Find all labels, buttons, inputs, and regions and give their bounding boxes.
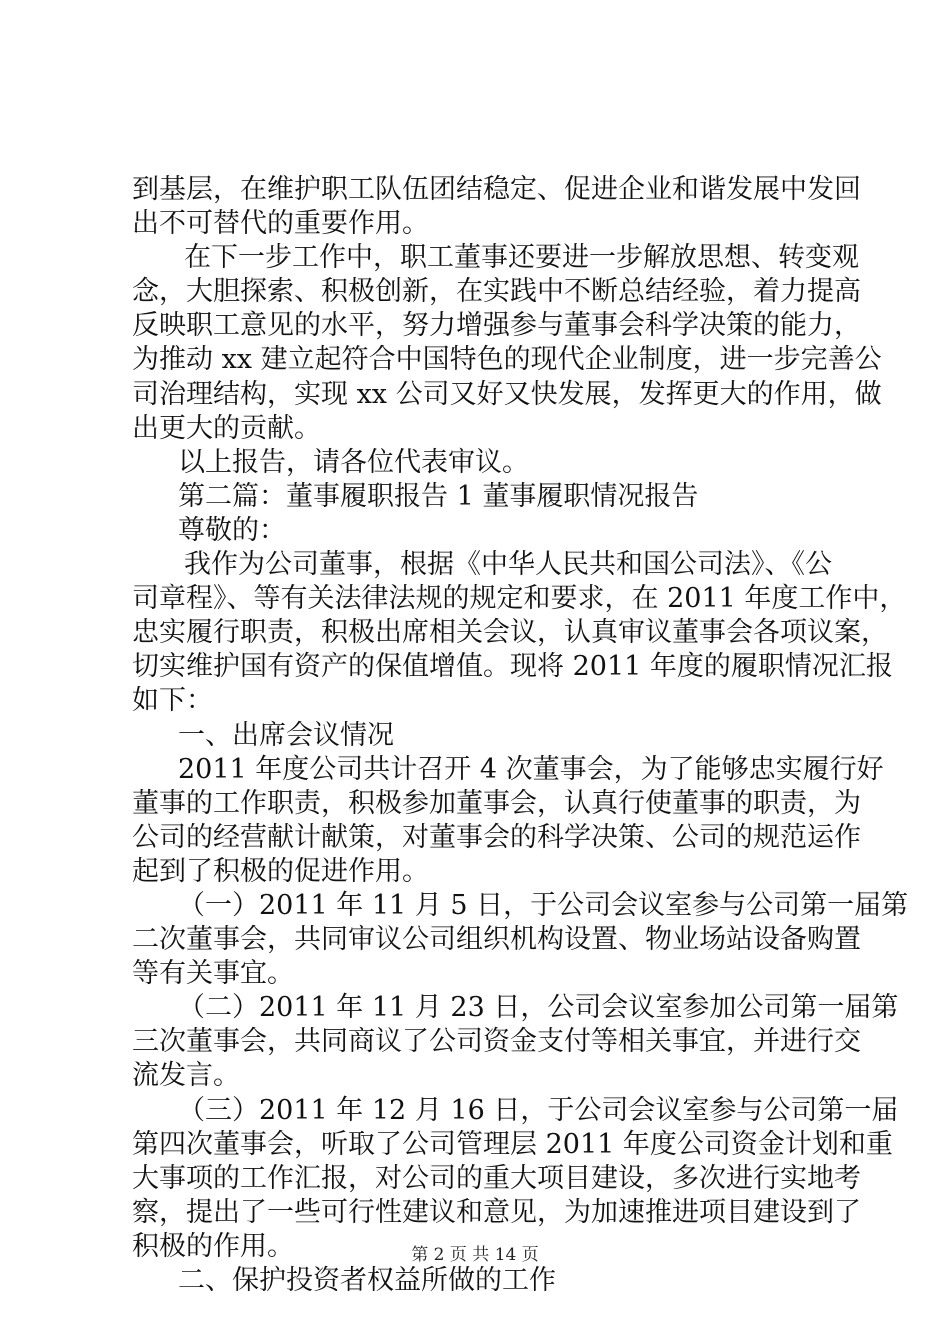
text-line: 出不可替代的重要作用。 bbox=[132, 208, 429, 240]
list-item-line: （一）2011 年 11 月 5 日，于公司会议室参与公司第一届第 bbox=[178, 889, 909, 921]
text-line: 切实维护国有资产的保值增值。现将 2011 年度的履职情况汇报 bbox=[132, 651, 893, 683]
text-line: 出更大的贡献。 bbox=[132, 412, 321, 444]
text-line: 察，提出了一些可行性建议和意见，为加速推进项目建设到了 bbox=[132, 1196, 861, 1228]
subsection-heading: 一、出席会议情况 bbox=[178, 719, 394, 751]
text-line: 董事的工作职责，积极参加董事会，认真行使董事的职责，为 bbox=[132, 787, 861, 819]
section-heading: 第二篇：董事履职报告 1 董事履职情况报告 bbox=[178, 480, 699, 512]
text-line: 忠实履行职责，积极出席相关会议，认真审议董事会各项议案， bbox=[132, 617, 888, 649]
text-line: 三次董事会，共同商议了公司资金支付等相关事宜，并进行交 bbox=[132, 1026, 861, 1058]
text-line: 到基层，在维护职工队伍团结稳定、促进企业和谐发展中发回 bbox=[132, 174, 861, 205]
text-line: 公司的经营献计献策，对董事会的科学决策、公司的规范运作 bbox=[132, 821, 861, 853]
text-line: 念，大胆探索、积极创新，在实践中不断总结经验，着力提高 bbox=[132, 276, 861, 308]
document-body bbox=[132, 173, 909, 1298]
text-line: 为推动 xx 建立起符合中国特色的现代企业制度，进一步完善公 bbox=[132, 344, 882, 376]
paragraph-start-line: 以上报告，请各位代表审议。 bbox=[178, 446, 529, 478]
text-line: 如下： bbox=[132, 685, 213, 717]
page-number-footer: 第 2 页 共 14 页 bbox=[411, 1245, 539, 1265]
list-item-line: （二）2011 年 11 月 23 日，公司会议室参加公司第一届第 bbox=[178, 992, 899, 1024]
text-line: 司章程》、等有关法律法规的规定和要求，在 2011 年度工作中， bbox=[132, 583, 907, 615]
text-line: 反映职工意见的水平，努力增强参与董事会科学决策的能力， bbox=[132, 310, 861, 342]
text-line: 司治理结构，实现 xx 公司又好又快发展，发挥更大的作用，做 bbox=[132, 378, 882, 410]
text-line: 二次董事会，共同审议公司组织机构设置、物业场站设备购置 bbox=[132, 924, 861, 956]
text-line: 流发言。 bbox=[132, 1060, 240, 1092]
text-line: 大事项的工作汇报，对公司的重大项目建设，多次进行实地考 bbox=[132, 1162, 861, 1194]
paragraph-start-line: 在下一步工作中，职工董事还要进一步解放思想、转变观 bbox=[184, 242, 859, 274]
paragraph-start-line: 2011 年度公司共计召开 4 次董事会，为了能够忠实履行好 bbox=[178, 753, 884, 785]
list-item-line: （三）2011 年 12 月 16 日，于公司会议室参与公司第一届 bbox=[178, 1094, 899, 1126]
text-line: 第四次董事会，听取了公司管理层 2011 年度公司资金计划和重 bbox=[132, 1128, 893, 1160]
text-line: 等有关事宜。 bbox=[132, 958, 294, 990]
subsection-heading: 二、保护投资者权益所做的工作 bbox=[178, 1265, 556, 1296]
text-line: 起到了积极的促进作用。 bbox=[132, 855, 429, 887]
paragraph-start-line: 我作为公司董事，根据《中华人民共和国公司法》、《公 bbox=[184, 549, 832, 581]
salutation-line: 尊敬的： bbox=[178, 514, 286, 546]
text-line: 积极的作用。 bbox=[132, 1230, 294, 1262]
